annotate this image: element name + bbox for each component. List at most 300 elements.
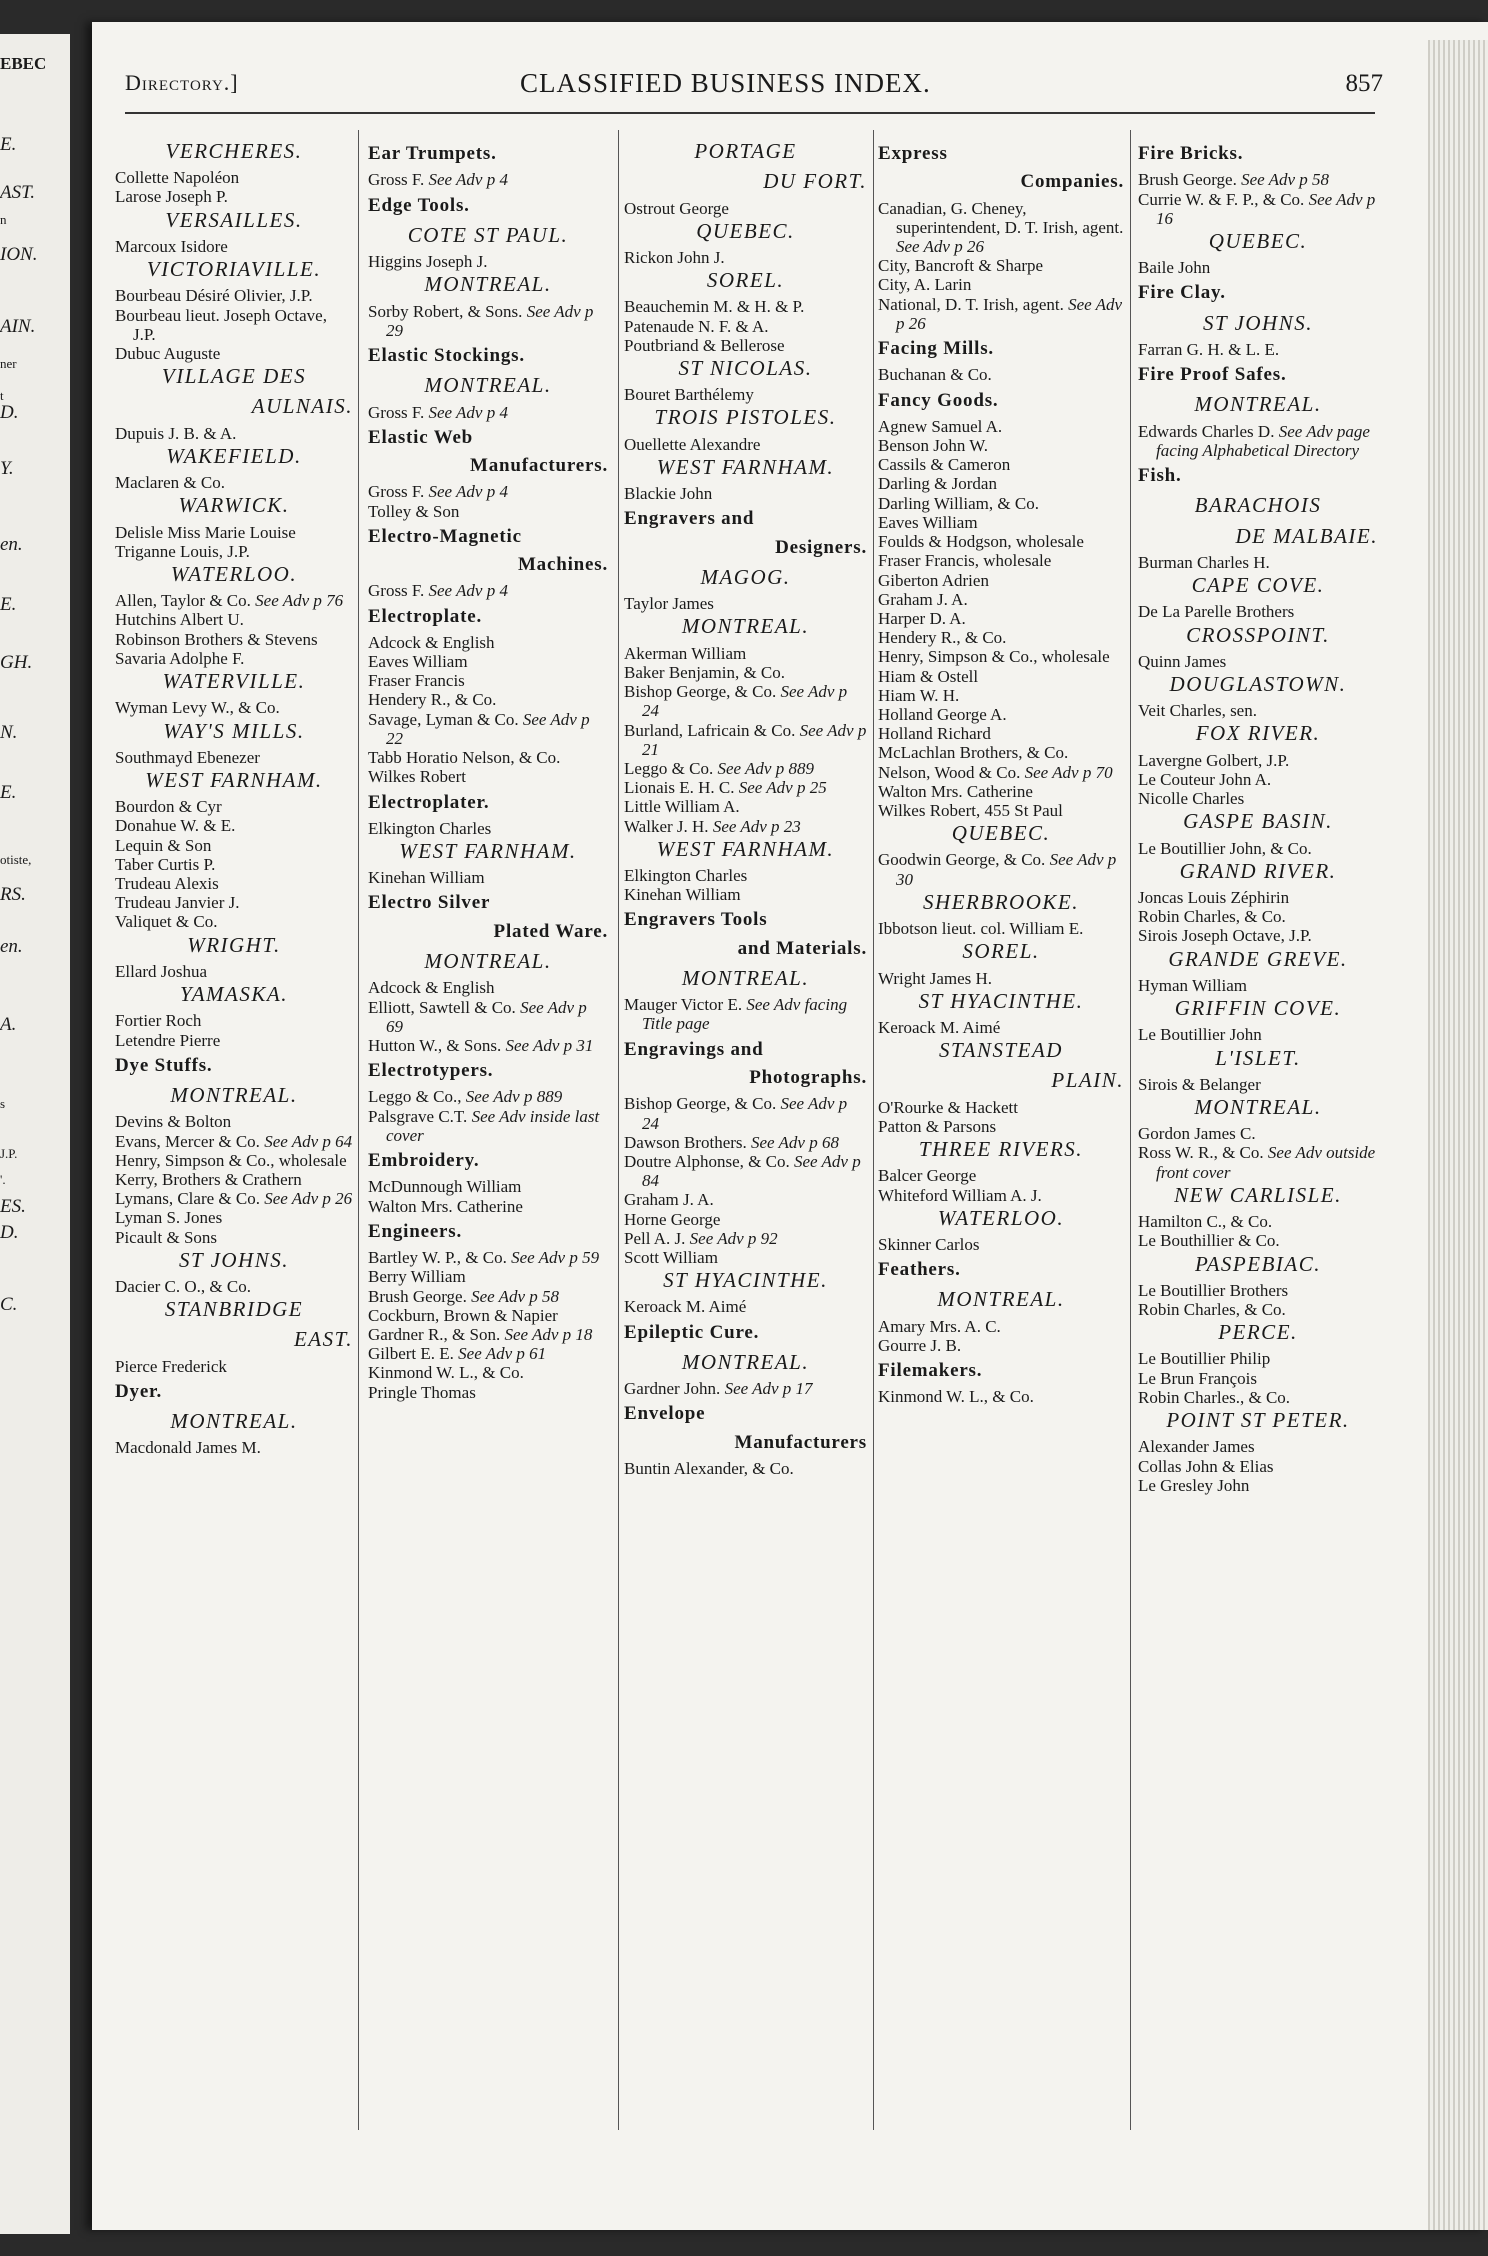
category-heading: Dyer.: [115, 1380, 163, 1402]
business-entry: [624, 317, 867, 336]
business-entry: [624, 1133, 867, 1152]
place-heading: PASPEBIAC.: [1194, 1251, 1321, 1276]
advert-reference: See Adv p 24: [642, 682, 848, 721]
business-name: De La Parelle Brothers: [1138, 602, 1295, 622]
column-rule: [618, 130, 619, 2130]
margin-fragment: EBEC: [0, 54, 47, 73]
business-entry: [1138, 1075, 1378, 1094]
business-entry: [368, 1107, 608, 1145]
business-entry: [878, 667, 1124, 686]
business-entry: [624, 297, 867, 316]
business-entry: [878, 1117, 1124, 1136]
business-entry: [368, 1306, 608, 1325]
place-heading: MONTREAL.: [170, 1083, 298, 1108]
place-heading: CAPE COVE.: [1191, 573, 1325, 598]
business-entry: [368, 978, 608, 997]
category-heading: Facing Mills.: [878, 338, 994, 360]
place-heading: PORTAGE: [694, 139, 797, 163]
category-heading: Electro Silver: [368, 892, 491, 914]
advert-reference: See Adv p 25: [738, 778, 827, 798]
business-name: Buchanan & Co.: [878, 365, 992, 385]
business-name: Cockburn, Brown & Napier: [368, 1305, 558, 1325]
business-name: Kinehan William: [624, 885, 741, 905]
business-name: Eaves William: [878, 512, 978, 532]
business-entry: [368, 652, 608, 671]
business-name: Kinmond W. L., & Co.: [368, 1363, 524, 1383]
business-name: Pringle Thomas: [368, 1382, 476, 1402]
business-name: Trudeau Alexis: [115, 874, 219, 894]
place-heading: MONTREAL.: [1194, 1095, 1322, 1120]
business-name: Brush George.: [368, 1286, 467, 1306]
business-name: Little William A.: [624, 797, 740, 817]
business-name: Nicolle Charles: [1138, 789, 1245, 809]
business-name: McLachlan Brothers, & Co.: [878, 743, 1069, 763]
category-heading: Fire Bricks.: [1138, 143, 1244, 164]
business-entry: [1138, 1388, 1378, 1407]
business-name: Fraser Francis, wholesale: [878, 551, 1052, 571]
advert-reference: See Adv p 68: [751, 1132, 839, 1152]
business-name: Higgins Joseph J.: [368, 252, 488, 272]
business-name: Alexander James: [1138, 1437, 1255, 1457]
business-entry: [368, 482, 608, 501]
category-heading: Designers.: [775, 536, 867, 558]
advert-reference: See Adv p 70: [1024, 762, 1113, 782]
category-heading: Engravers Tools: [624, 909, 768, 931]
business-entry: [878, 474, 1124, 493]
place-heading: POINT ST PETER.: [1166, 1408, 1350, 1433]
business-entry: [624, 1152, 867, 1190]
business-name: Whiteford William A. J.: [878, 1185, 1042, 1205]
business-name: Foulds & Hodgson, wholesale: [878, 532, 1084, 552]
business-name: Baile John: [1138, 258, 1211, 278]
business-name: Robin Charles, & Co.: [1138, 907, 1286, 927]
place-heading: THREE RIVERS.: [918, 1137, 1084, 1162]
advert-reference: See Adv p 26: [896, 294, 1123, 333]
category-heading: Feathers.: [878, 1259, 961, 1281]
business-entry: [368, 1177, 608, 1196]
business-name: Akerman William: [624, 643, 747, 663]
business-entry: [115, 1170, 353, 1189]
place-heading: WEST FARNHAM.: [656, 836, 835, 861]
business-entry: [624, 1297, 867, 1316]
category-heading: Electro-Magnetic: [368, 525, 522, 547]
business-entry: [1138, 1476, 1378, 1495]
place-heading: CROSSPOINT.: [1186, 622, 1330, 647]
business-name: Lequin & Son: [115, 835, 212, 855]
margin-fragment: RS.: [0, 884, 26, 905]
business-name: Lionais E. H. C.: [624, 778, 735, 798]
business-entry: [1138, 789, 1378, 808]
business-name: Dacier C. O., & Co.: [115, 1276, 251, 1296]
business-entry: [878, 1317, 1124, 1336]
business-entry: [878, 590, 1124, 609]
advert-reference: See Adv p 30: [896, 850, 1117, 889]
index-column-2: [368, 138, 608, 2208]
business-name: Burman Charles H.: [1138, 552, 1270, 572]
business-name: Picault & Sons: [115, 1227, 218, 1247]
business-name: Donahue W. & E.: [115, 816, 236, 836]
place-heading: PERCE.: [1218, 1320, 1298, 1345]
place-heading: STANBRIDGE: [164, 1297, 304, 1322]
business-entry: [115, 344, 353, 363]
advert-reference: See Adv outside front cover: [1156, 1143, 1376, 1182]
margin-fragment: AST.: [0, 182, 36, 203]
business-entry: [624, 866, 867, 885]
category-heading: Plated Ware.: [493, 920, 608, 942]
advert-reference: See Adv p 18: [504, 1324, 593, 1344]
business-entry: [878, 551, 1124, 570]
business-entry: [115, 187, 353, 206]
business-name: Lavergne Golbert, J.P.: [1138, 750, 1290, 770]
business-entry: [115, 630, 353, 649]
business-name: Walton Mrs. Catherine: [878, 781, 1033, 801]
business-entry: [368, 633, 608, 652]
business-name: Poutbriand & Bellerose: [624, 335, 785, 355]
business-name: Adcock & English: [368, 632, 495, 652]
category-heading: Engineers.: [368, 1220, 463, 1242]
business-name: Ibbotson lieut. col. William E.: [878, 919, 1084, 939]
business-entry: [115, 523, 353, 542]
business-name: Sirois Joseph Octave, J.P.: [1138, 926, 1312, 946]
business-name: Gross F.: [368, 482, 425, 502]
place-heading: VICTORIAVILLE.: [146, 257, 322, 282]
business-entry: [115, 1228, 353, 1247]
business-name: Elliott, Sawtell & Co.: [368, 997, 516, 1017]
business-entry: [624, 435, 867, 454]
place-heading: WAY'S MILLS.: [163, 718, 305, 743]
category-heading: Companies.: [1020, 171, 1124, 193]
advert-reference: See Adv p 17: [724, 1379, 813, 1399]
business-entry: [878, 1186, 1124, 1205]
margin-fragment: D.: [0, 1222, 19, 1243]
business-entry: [368, 1267, 608, 1286]
business-entry: [115, 610, 353, 629]
business-entry: [368, 1325, 608, 1344]
business-entry: [368, 998, 608, 1036]
business-entry: [1138, 976, 1378, 995]
business-name: Marcoux Isidore: [115, 236, 228, 256]
place-heading: ST HYACINTHE.: [663, 1268, 828, 1293]
business-name: Evans, Mercer & Co.: [115, 1131, 260, 1151]
business-entry: [624, 1459, 867, 1478]
business-name: Farran G. H. & L. E.: [1138, 339, 1280, 359]
business-entry: [115, 306, 353, 344]
business-entry: [1138, 652, 1378, 671]
business-name: Pierce Frederick: [115, 1356, 227, 1376]
business-entry: [624, 1248, 867, 1267]
margin-fragment: ES.: [0, 1196, 26, 1217]
business-entry: [624, 759, 867, 778]
page-header: [125, 62, 1383, 120]
business-name: Henry, Simpson & Co., wholesale: [115, 1150, 347, 1170]
place-heading: PLAIN.: [1051, 1068, 1124, 1093]
category-heading: Manufacturers.: [469, 455, 608, 477]
business-name: Graham J. A.: [878, 589, 968, 609]
advert-reference: See Adv p 4: [428, 581, 508, 601]
business-name: Wright James H.: [878, 968, 993, 988]
category-heading: Engravings and: [624, 1038, 764, 1060]
business-entry: [878, 647, 1124, 666]
place-heading: VERCHERES.: [165, 139, 303, 163]
business-entry: [1138, 770, 1378, 789]
margin-fragment: C.: [0, 1294, 18, 1315]
business-entry: [624, 682, 867, 720]
business-name: Amary Mrs. A. C.: [878, 1316, 1001, 1336]
business-entry: [115, 1011, 353, 1030]
business-name: Baker Benjamin, & Co.: [624, 662, 786, 682]
advert-reference: See Adv p 59: [511, 1248, 600, 1268]
business-entry: [624, 336, 867, 355]
business-name: Bishop George, & Co.: [624, 1094, 777, 1114]
business-entry: [878, 365, 1124, 384]
business-name: Goodwin George, & Co.: [878, 850, 1046, 870]
place-heading: WEST FARNHAM.: [656, 454, 835, 479]
business-entry: [368, 1383, 608, 1402]
running-head-directory: Directory.]: [125, 70, 239, 95]
business-name: Keroack M. Aimé: [878, 1017, 1001, 1037]
business-entry: [115, 591, 353, 610]
business-name: Edwards Charles D.: [1138, 421, 1275, 441]
business-name: Horne George: [624, 1209, 721, 1229]
business-name: Le Brun François: [1138, 1368, 1257, 1388]
business-entry: [1138, 907, 1378, 926]
business-name: Hyman William: [1138, 975, 1248, 995]
advert-reference: See Adv p 69: [386, 997, 587, 1036]
business-name: Graham J. A.: [624, 1190, 714, 1210]
business-entry: [368, 1363, 608, 1382]
business-entry: [368, 502, 608, 521]
place-heading: STANSTEAD: [939, 1038, 1063, 1063]
business-name: Collette Napoléon: [115, 168, 240, 188]
business-entry: [878, 494, 1124, 513]
page-title: CLASSIFIED BUSINESS INDEX.: [520, 68, 931, 98]
business-entry: [878, 628, 1124, 647]
business-name: Ouellette Alexandre: [624, 434, 761, 454]
margin-fragment: J.P.: [0, 1146, 18, 1161]
business-entry: [1138, 888, 1378, 907]
business-entry: [624, 778, 867, 797]
margin-fragment: n: [0, 212, 7, 227]
business-entry: [115, 836, 353, 855]
business-entry: [624, 594, 867, 613]
business-name: Henry, Simpson & Co., wholesale: [878, 647, 1110, 667]
business-entry: [368, 302, 608, 340]
business-name: Gardner R., & Son.: [368, 1324, 501, 1344]
business-entry: [624, 484, 867, 503]
advert-reference: See Adv p 4: [428, 482, 508, 502]
business-name: Gourre J. B.: [878, 1335, 962, 1355]
business-name: Patenaude N. F. & A.: [624, 316, 769, 336]
business-entry: [115, 1189, 353, 1208]
place-heading: ST JOHNS.: [179, 1247, 289, 1272]
category-heading: Filemakers.: [878, 1360, 983, 1382]
place-heading: DU FORT.: [763, 169, 867, 194]
business-entry: [878, 850, 1124, 888]
business-entry: [624, 663, 867, 682]
business-entry: [624, 817, 867, 836]
category-heading: Embroidery.: [368, 1150, 480, 1172]
business-entry: [624, 199, 867, 218]
category-heading: Elastic Stockings.: [368, 344, 525, 366]
business-name: Giberton Adrien: [878, 570, 989, 590]
business-entry: [368, 170, 608, 189]
margin-fragment: E.: [0, 134, 17, 155]
place-heading: QUEBEC.: [951, 821, 1051, 846]
place-heading: VILLAGE DES: [161, 364, 307, 389]
place-heading: EAST.: [293, 1327, 353, 1352]
business-entry: [115, 1357, 353, 1376]
advert-reference: See Adv p 58: [471, 1286, 560, 1306]
business-entry: [878, 763, 1124, 782]
business-name: Blackie John: [624, 484, 713, 504]
category-heading: Ear Trumpets.: [368, 143, 497, 164]
business-name: Kinehan William: [368, 868, 485, 888]
business-entry: [1138, 190, 1378, 228]
business-entry: [878, 724, 1124, 743]
advert-reference: See Adv p 23: [712, 816, 801, 836]
page-number: 857: [1345, 70, 1383, 97]
business-name: O'Rourke & Hackett: [878, 1097, 1018, 1117]
business-entry: [115, 962, 353, 981]
business-entry: [1138, 1212, 1378, 1231]
place-heading: NEW CARLISLE.: [1174, 1182, 1342, 1207]
business-name: Hutton W., & Sons.: [368, 1035, 502, 1055]
business-entry: [1138, 1369, 1378, 1388]
advert-reference: See Adv facing Title page: [642, 995, 848, 1034]
business-name: Robin Charles., & Co.: [1138, 1387, 1291, 1407]
place-heading: ST NICOLAS.: [678, 356, 813, 381]
business-name: Wyman Levy W., & Co.: [115, 698, 280, 718]
category-heading: Express: [878, 143, 948, 164]
business-entry: [115, 649, 353, 668]
business-entry: [878, 417, 1124, 436]
business-name: Keroack M. Aimé: [624, 1297, 747, 1317]
place-heading: AULNAIS.: [251, 394, 353, 419]
margin-fragment: otiste,: [0, 852, 32, 867]
business-name: Ellard Joshua: [115, 961, 208, 981]
advert-reference: See Adv p 26: [264, 1189, 353, 1209]
advert-reference: See Adv p 4: [428, 170, 508, 190]
business-name: Collas John & Elias: [1138, 1456, 1274, 1476]
business-name: McDunnough William: [368, 1177, 522, 1197]
book-page-edges: [1428, 40, 1488, 2230]
business-name: Le Boutillier John: [1138, 1025, 1262, 1045]
column-rule: [873, 130, 874, 2130]
business-name: Savage, Lyman & Co.: [368, 709, 519, 729]
category-heading: Manufacturers: [734, 1431, 867, 1453]
business-name: Wilkes Robert: [368, 767, 466, 787]
business-entry: [624, 248, 867, 267]
business-name: Valiquet & Co.: [115, 912, 218, 932]
business-entry: [368, 1197, 608, 1216]
business-entry: [878, 919, 1124, 938]
business-name: Darling & Jordan: [878, 474, 997, 494]
business-name: Holland Richard: [878, 724, 991, 744]
business-entry: [878, 1098, 1124, 1117]
business-entry: [368, 1036, 608, 1055]
advert-reference: See Adv page facing Alphabetical Directory: [1156, 421, 1370, 460]
business-entry: [624, 995, 867, 1033]
business-entry: [1138, 258, 1378, 277]
business-entry: [115, 698, 353, 717]
business-name: Adcock & English: [368, 978, 495, 998]
business-name: Scott William: [624, 1247, 718, 1267]
business-entry: [1138, 422, 1378, 460]
place-heading: TROIS PISTOLES.: [654, 405, 837, 430]
place-heading: WATERVILLE.: [162, 669, 306, 694]
business-name: Cassils & Cameron: [878, 455, 1011, 475]
place-heading: QUEBEC.: [696, 218, 795, 243]
business-name: Bishop George, & Co.: [624, 682, 777, 702]
business-entry: [878, 436, 1124, 455]
business-entry: [878, 1235, 1124, 1254]
margin-fragment: E.: [0, 594, 17, 615]
business-name: Delisle Miss Marie Louise: [115, 522, 296, 542]
advert-reference: See Adv p 24: [642, 1094, 848, 1133]
business-entry: [1138, 602, 1378, 621]
business-entry: [368, 1248, 608, 1267]
business-entry: [115, 1277, 353, 1296]
business-name: Gordon James C.: [1138, 1124, 1256, 1144]
place-heading: SOREL.: [706, 268, 785, 293]
business-name: Holland George A.: [878, 704, 1007, 724]
advert-reference: See Adv p 21: [642, 720, 867, 759]
category-heading: Electroplate.: [368, 605, 482, 627]
business-name: City, Bancroft & Sharpe: [878, 256, 1044, 276]
place-heading: MONTREAL.: [424, 949, 552, 974]
place-heading: MONTREAL.: [1194, 392, 1322, 417]
index-column-4: [878, 138, 1124, 2208]
business-entry: [368, 748, 608, 767]
business-name: Kinmond W. L., & Co.: [878, 1387, 1034, 1407]
place-heading: WATERLOO.: [937, 1205, 1065, 1230]
business-entry: [624, 644, 867, 663]
category-heading: Elastic Web: [368, 426, 474, 448]
business-name: Sirois & Belanger: [1138, 1074, 1261, 1094]
index-column-3: [624, 138, 867, 2208]
business-name: Devins & Bolton: [115, 1112, 232, 1132]
advert-reference: See Adv inside last cover: [386, 1106, 600, 1145]
category-heading: Photographs.: [749, 1066, 867, 1088]
business-entry: [1138, 340, 1378, 359]
business-entry: [1138, 1349, 1378, 1368]
category-heading: Fish.: [1138, 465, 1182, 487]
business-entry: [368, 252, 608, 271]
category-heading: Dye Stuffs.: [115, 1054, 213, 1076]
business-name: Bartley W. P., & Co.: [368, 1248, 507, 1268]
business-name: Fraser Francis: [368, 671, 465, 691]
business-name: Darling William, & Co.: [878, 493, 1039, 513]
business-entry: [115, 1132, 353, 1151]
business-entry: [115, 855, 353, 874]
margin-fragment: D.: [0, 402, 19, 423]
business-name: Currie W. & F. P., & Co.: [1138, 189, 1305, 209]
business-name: National, D. T. Irish, agent.: [878, 294, 1064, 314]
place-heading: DE MALBAIE.: [1235, 523, 1378, 548]
margin-fragment: ION.: [0, 244, 38, 265]
place-heading: QUEBEC.: [1208, 228, 1308, 253]
business-name: Palsgrave C.T.: [368, 1106, 468, 1126]
business-entry: [624, 1094, 867, 1132]
business-name: Walton Mrs. Catherine: [368, 1196, 523, 1216]
business-name: Leggo & Co.,: [368, 1087, 462, 1107]
category-heading: Electrotypers.: [368, 1060, 494, 1082]
business-entry: [115, 893, 353, 912]
business-name: Elkington Charles: [368, 818, 492, 838]
business-name: Ostrout George: [624, 198, 729, 218]
category-heading: and Materials.: [737, 937, 867, 959]
business-entry: [115, 1112, 353, 1131]
